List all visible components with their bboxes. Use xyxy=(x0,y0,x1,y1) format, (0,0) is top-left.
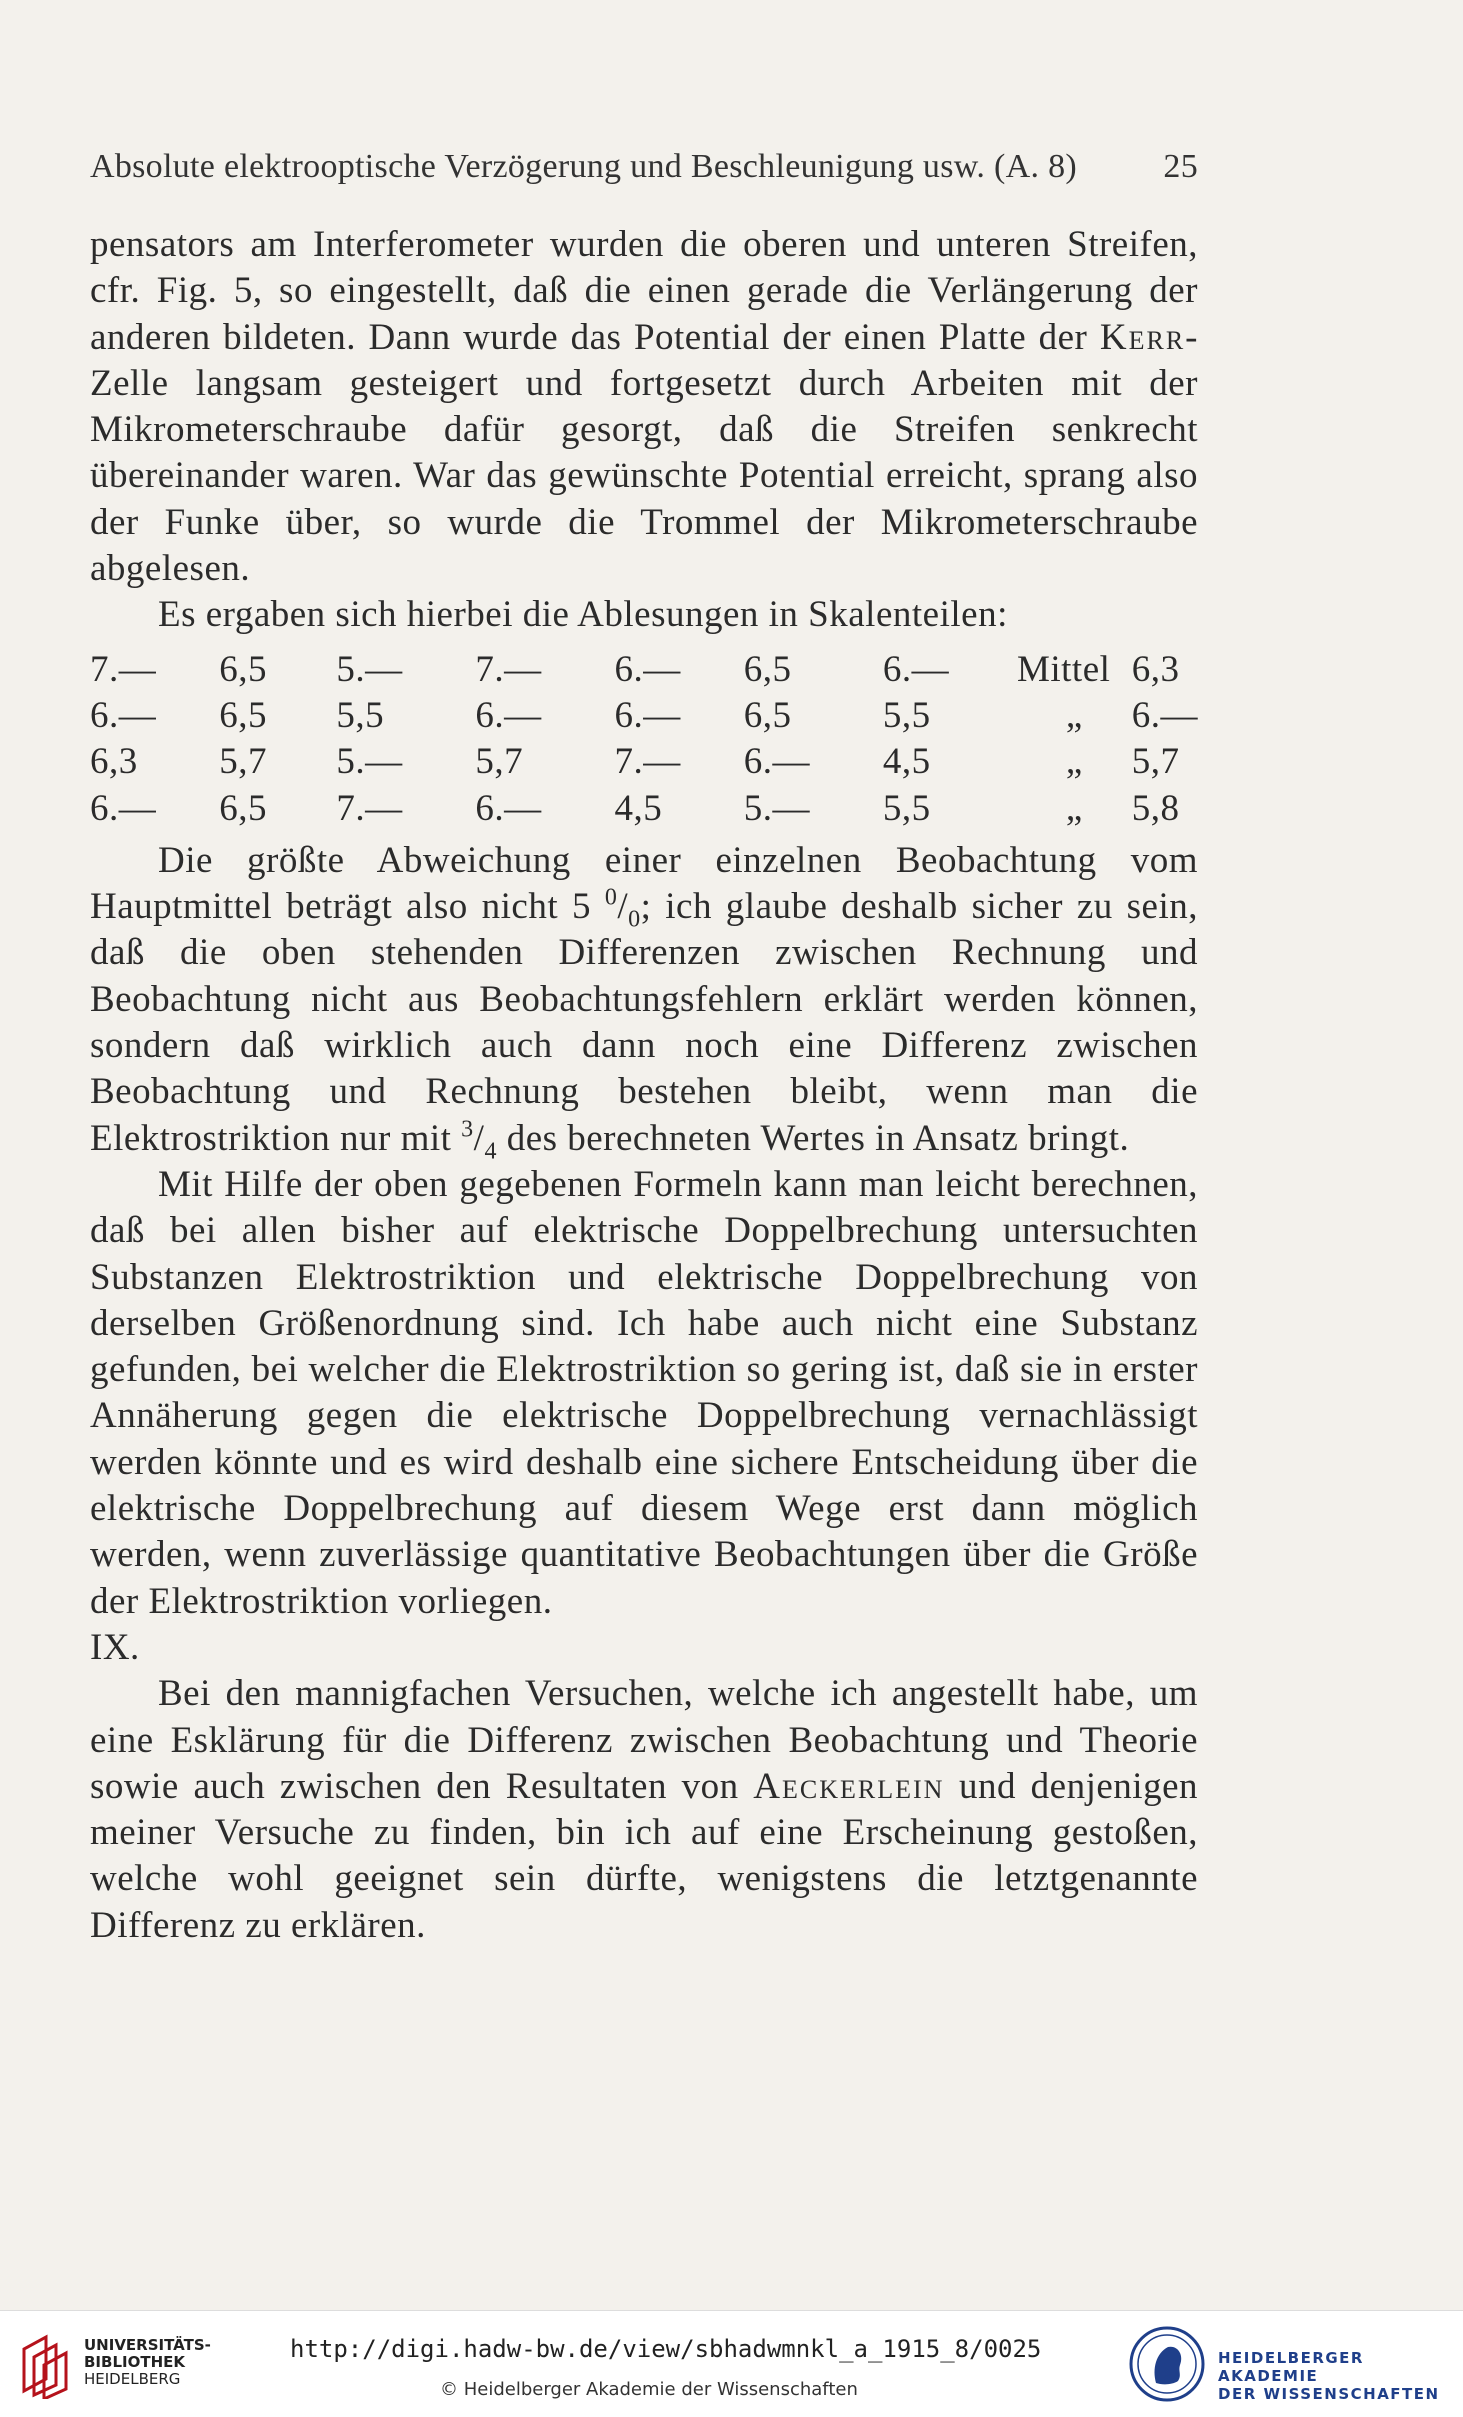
paragraph-3-text-c: des berechneten Wertes in Ansatz bringt. xyxy=(496,1117,1130,1159)
paragraph-5 xyxy=(90,1671,1198,1949)
readings-cell: 7.— xyxy=(475,648,542,690)
readings-cell: 5,5 xyxy=(336,694,385,736)
readings-cell: 7.— xyxy=(336,787,403,829)
readings-cell: 6.— xyxy=(614,648,681,690)
library-name-line3: HEIDELBERG xyxy=(84,2370,181,2388)
readings-cell: 5,5 xyxy=(882,787,931,829)
readings-cell: 6.— xyxy=(90,694,157,736)
page-number: 25 xyxy=(1163,148,1198,185)
readings-cell: 6,5 xyxy=(219,648,267,690)
readings-cell: 5,7 xyxy=(1131,741,1180,783)
readings-row xyxy=(90,786,1198,832)
fraction-numerator: 3 xyxy=(461,1116,474,1143)
academy-seal-icon[interactable] xyxy=(1128,2325,1206,2403)
percent-slash: / xyxy=(617,886,629,928)
paragraph-1-text: pensators am Interferometer wurden die oberen und unteren Streifen, cfr. Fig. 5, so eingestellt, daß die einen gerade die Verlängerung der anderen bildeten. Dann wurde das Potential der einen Platte der xyxy=(90,224,1198,358)
paragraph-1 xyxy=(90,222,1198,592)
readings-cell: 5,8 xyxy=(1131,787,1180,829)
paragraph-3 xyxy=(90,838,1198,1165)
readings-cell: 7.— xyxy=(90,648,157,690)
source-url-link[interactable]: http://digi.hadw-bw.de/view/sbhadwmnkl_a_1915_8/0025 xyxy=(290,2335,1042,2363)
readings-row xyxy=(90,739,1198,785)
percent-sub: 0 xyxy=(628,906,641,933)
copyright-notice: © Heidelberger Akademie der Wissenschaften xyxy=(440,2379,858,2400)
aeckerlein-name: Aeckerlein xyxy=(753,1765,945,1807)
readings-cell: 5.— xyxy=(336,741,403,783)
readings-cell: 6,5 xyxy=(743,694,792,736)
academy-name-line2: DER WISSENSCHAFTEN xyxy=(1218,2385,1440,2403)
readings-cell: 6.— xyxy=(1131,694,1198,736)
library-name xyxy=(84,2337,211,2388)
readings-cell: 6,5 xyxy=(743,648,792,690)
readings-cell: „ xyxy=(1065,741,1083,783)
readings-cell: 6.— xyxy=(614,694,681,736)
paragraph-3-text-a: Die größte Abweichung einer einzelnen Beobachtung vom Hauptmittel beträgt also nicht 5 xyxy=(90,839,1198,928)
readings-cell: 6,5 xyxy=(219,694,267,736)
readings-cell: 6,3 xyxy=(1131,648,1180,690)
running-head xyxy=(90,148,1198,186)
readings-cell: 5.— xyxy=(743,787,810,829)
readings-cell: 5,7 xyxy=(475,741,524,783)
readings-cell: „ xyxy=(1065,787,1083,829)
readings-cell: 6.— xyxy=(90,787,157,829)
readings-cell: 6,3 xyxy=(90,741,138,783)
readings-cell: „ xyxy=(1065,694,1083,736)
readings-row xyxy=(90,647,1198,693)
readings-cell: 7.— xyxy=(614,741,681,783)
readings-cell: 6.— xyxy=(882,648,950,690)
kerr-name: Kerr xyxy=(1099,316,1186,358)
readings-table-body xyxy=(90,647,1198,832)
readings-cell: 5,5 xyxy=(882,694,931,736)
footer-bar xyxy=(0,2310,1463,2417)
paragraph-1-rest: -Zelle langsam gesteigert und fortgesetzt durch Arbeiten mit der Mikrometerschraube dafür gesorgt, daß die Streifen senkrecht übereinander waren. War das gewünschte Potential erreicht, sprang also der Funke über, so wurde die Trommel der Mikrometerschraube abgelesen. xyxy=(90,316,1198,590)
body-text xyxy=(90,222,1198,1949)
paragraph-2: Es ergaben sich hierbei die Ablesungen in Skalenteilen: xyxy=(158,594,1008,636)
readings-cell: 4,5 xyxy=(882,741,931,783)
paragraph-3-text-b: ; ich glaube deshalb sicher zu sein, daß die oben stehenden Differenzen zwischen Rechnung und Beobachtung nicht aus Beobachtungsfehlern erklärt werden können, sondern daß wirklich auch dann noch eine Differenz zwischen Beobachtung und Rechnung bestehen bleibt, wenn man die Elektrostriktion nur mit xyxy=(90,886,1198,1159)
academy-name-line1: HEIDELBERGER AKADEMIE xyxy=(1218,2349,1364,2385)
library-logo-icon[interactable] xyxy=(16,2329,72,2399)
library-name-line2: BIBLIOTHEK xyxy=(84,2353,185,2371)
readings-cell: 4,5 xyxy=(614,787,663,829)
paragraph-5-text-b: und denjenigen meiner Versuche zu finden, bin ich auf eine Erscheinung gestoßen, welche wohl geeignet sein dürfte, wenigstens die letztgenannte Differenz zu erklären. xyxy=(90,1765,1198,1946)
library-name-line1: UNIVERSITÄTS- xyxy=(84,2336,211,2354)
readings-cell: 6.— xyxy=(743,741,810,783)
running-head-title: Absolute elektrooptische Verzögerung und Beschleunigung usw. (A. 8) xyxy=(90,148,1078,185)
readings-cell: 6,5 xyxy=(219,787,267,829)
readings-cell: 5.— xyxy=(336,648,403,690)
section-heading: IX. xyxy=(90,1626,140,1668)
percent-sup: 0 xyxy=(604,884,618,911)
fraction-denominator: 4 xyxy=(484,1138,497,1165)
readings-cell: 6.— xyxy=(475,787,542,829)
fraction-slash: / xyxy=(473,1117,485,1159)
paragraph-4: Mit Hilfe der oben gegebenen Formeln kann man leicht berechnen, daß bei allen bisher auf elektrische Doppelbrechung untersuchten Substanzen Elektrostriktion und elektrische Doppelbrechung von derselben Größenordnung sind. Ich habe auch nicht eine Substanz gefunden, bei welcher die Elektrostriktion so gering ist, daß sie in erster Annäherung gegen die elektrische Doppelbrechung vernachlässigt werden könnte und es wird deshalb eine sichere Entscheidung über die elektrische Doppelbrechung auf diesem Wege erst dann möglich werden, wenn zuverlässige quantitative Beobachtungen über die Größe der Elektrostriktion vorliegen. xyxy=(90,1163,1198,1622)
readings-cell: 5,7 xyxy=(219,741,267,783)
paragraph-5-text-a: Bei den mannigfachen Versuchen, welche ich angestellt habe, um eine Esklärung für die Differenz zwischen Beobachtung und Theorie sowie auch zwischen den Resultaten von xyxy=(90,1673,1198,1807)
readings-cell: Mittel xyxy=(1016,648,1111,690)
readings-cell: 6.— xyxy=(475,694,542,736)
academy-name xyxy=(1218,2349,1463,2403)
readings-row xyxy=(90,693,1198,739)
readings-table xyxy=(90,647,1198,832)
